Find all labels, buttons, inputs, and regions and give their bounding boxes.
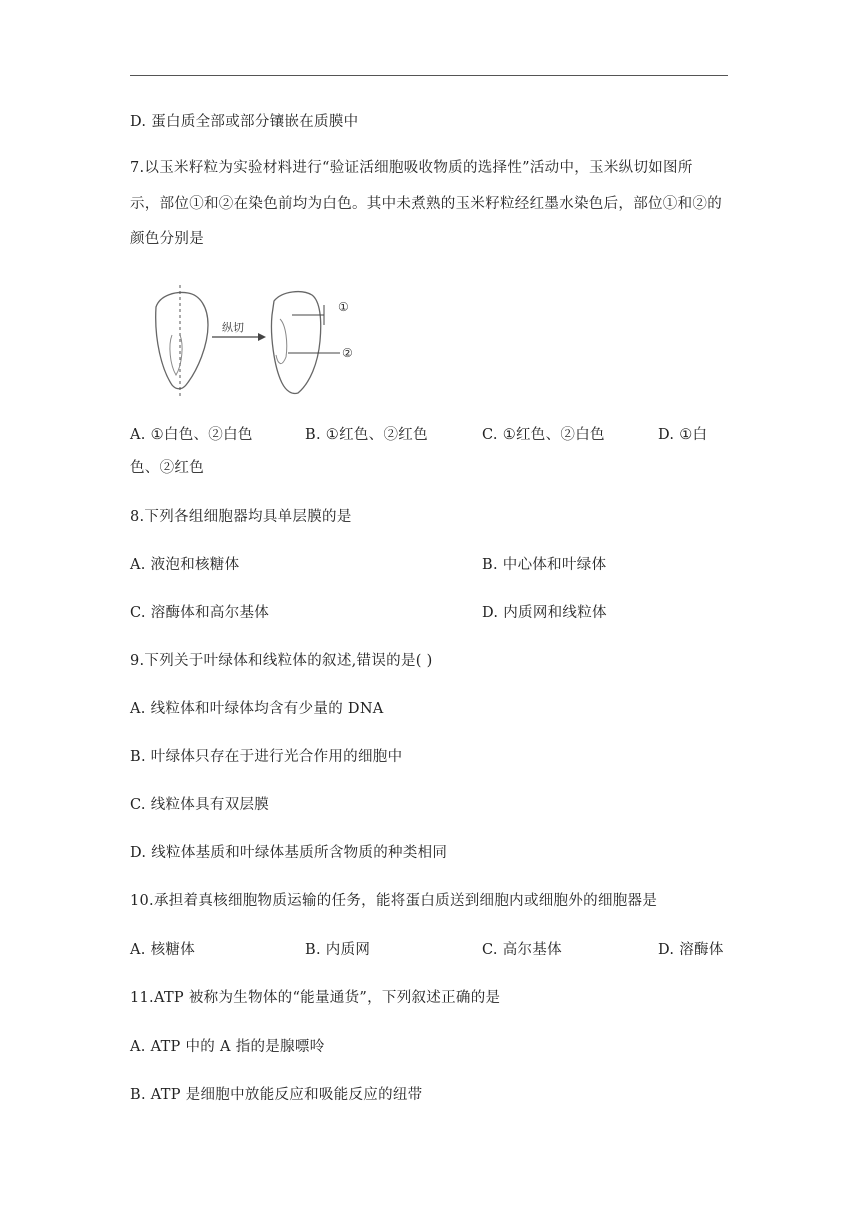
q6-option-d: D. 蛋白质全部或部分镶嵌在质膜中 — [130, 114, 359, 130]
q7-option-d-continued: 色、②红色 — [130, 460, 204, 476]
q7-option-d: D. ①白 — [658, 427, 708, 443]
cut-kernel-embryo — [276, 319, 287, 364]
q9-option-a: A. 线粒体和叶绿体均含有少量的 DNA — [130, 701, 384, 717]
q9-option-c: C. 线粒体具有双层膜 — [130, 797, 270, 813]
corn-kernel-diagram — [146, 285, 362, 397]
q11-option-a: A. ATP 中的 A 指的是腺嘌呤 — [130, 1039, 325, 1055]
q7-option-c: C. ①红色、②白色 — [482, 427, 605, 443]
cut-arrow-label: 纵切 — [222, 321, 244, 334]
q8-option-c: C. 溶酶体和高尔基体 — [130, 605, 270, 621]
q9-stem: 9.下列关于叶绿体和线粒体的叙述,错误的是( ) — [130, 653, 433, 669]
cut-kernel-outline — [271, 292, 320, 394]
q8-stem: 8.下列各组细胞器均具单层膜的是 — [130, 509, 352, 525]
cut-arrow-head — [258, 333, 266, 341]
q7-stem-line-1: 7.以玉米籽粒为实验材料进行“验证活细胞吸收物质的选择性”活动中，玉米纵切如图所 — [130, 160, 693, 176]
q8-option-b: B. 中心体和叶绿体 — [482, 557, 607, 573]
q8-option-a: A. 液泡和核糖体 — [130, 557, 240, 573]
q10-option-a: A. 核糖体 — [130, 942, 195, 958]
q10-option-c: C. 高尔基体 — [482, 942, 562, 958]
q9-option-d: D. 线粒体基质和叶绿体基质所含物质的种类相同 — [130, 845, 448, 861]
q10-option-d: D. 溶酶体 — [658, 942, 724, 958]
q11-option-b: B. ATP 是细胞中放能反应和吸能反应的纽带 — [130, 1087, 423, 1103]
q7-stem-line-2: 示，部位①和②在染色前均为白色。其中未煮熟的玉米籽粒经红墨水染色后，部位①和②的 — [130, 196, 722, 212]
part-1-label: ① — [338, 300, 349, 314]
q10-option-b: B. 内质网 — [305, 942, 371, 958]
q10-stem: 10.承担着真核细胞物质运输的任务，能将蛋白质送到细胞内或细胞外的细胞器是 — [130, 893, 658, 909]
q9-option-b: B. 叶绿体只存在于进行光合作用的细胞中 — [130, 749, 403, 765]
corn-kernel-figure — [146, 285, 362, 397]
q7-option-a: A. ①白色、②白色 — [130, 427, 253, 443]
q11-stem: 11.ATP 被称为生物体的“能量通货”，下列叙述正确的是 — [130, 990, 501, 1006]
q8-option-d: D. 内质网和线粒体 — [482, 605, 607, 621]
header-rule — [130, 75, 728, 76]
part-2-label: ② — [342, 346, 353, 360]
q7-stem-line-3: 颜色分别是 — [130, 231, 204, 247]
q7-option-b: B. ①红色、②红色 — [305, 427, 428, 443]
